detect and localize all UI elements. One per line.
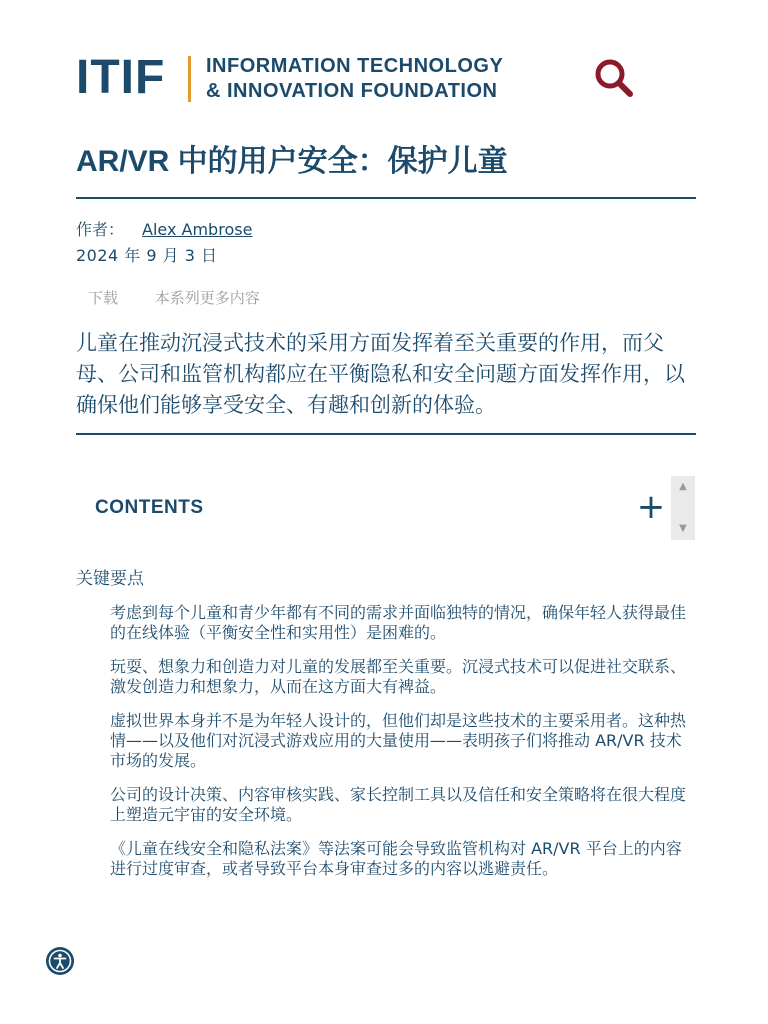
scroll-down-arrow-icon[interactable]: ▼ xyxy=(679,523,687,534)
logo-line-1: INFORMATION TECHNOLOGY xyxy=(206,55,504,77)
list-item: 公司的设计决策、内容审核实践、家长控制工具以及信任和安全策略将在很大程度上塑造元宇宙的安全环境。 xyxy=(110,785,687,824)
logo-itif[interactable]: ITIF xyxy=(76,51,166,104)
key-takeaways-heading: 关键要点 xyxy=(76,569,144,589)
contents-scrollbar[interactable] xyxy=(671,476,695,540)
article-summary: 儿童在推动沉浸式技术的采用方面发挥着至关重要的作用，而父母、公司和监管机构都应在平衡隐私和安全问题方面发挥作用，以确保他们能够享受安全、有趣和创新的体验。 xyxy=(76,331,685,417)
summary-divider xyxy=(76,433,696,435)
byline xyxy=(76,218,252,242)
search-button[interactable] xyxy=(592,56,636,100)
list-item: 玩耍、想象力和创造力对儿童的发展都至关重要。沉浸式技术可以促进社交联系、激发创造力和想象力，从而在这方面大有裨益。 xyxy=(110,657,687,696)
article-title xyxy=(76,140,696,184)
author-link[interactable]: Alex Ambrose xyxy=(142,220,253,239)
title-divider xyxy=(76,197,696,199)
title-text: AR/VR 中的用户安全：保护儿童 xyxy=(76,145,508,178)
logo-line-2: & INNOVATION FOUNDATION xyxy=(206,80,498,102)
site-header xyxy=(76,52,696,106)
list-item: 考虑到每个儿童和青少年都有不同的需求并面临独特的情况，确保年轻人获得最佳的在线体验（平衡安全性和实用性）是困难的。 xyxy=(110,603,687,642)
accessibility-button[interactable] xyxy=(46,947,74,975)
accessibility-icon xyxy=(46,947,74,975)
series-link[interactable]: 本系列更多内容 xyxy=(154,289,260,307)
expand-contents-button[interactable]: + xyxy=(636,487,666,527)
publish-date: 2024 年 9 月 3 日 xyxy=(76,246,218,265)
logo-wordmark[interactable] xyxy=(206,54,503,104)
list-item: 虚拟世界本身并不是为年轻人设计的，但他们却是这些技术的主要采用者。这种热情——以及他们对沉浸式游戏应用的大量使用——表明孩子们将推动 AR/VR 技术市场的发展。 xyxy=(110,711,687,770)
list-item: 《儿童在线安全和隐私法案》等法案可能会导致监管机构对 AR/VR 平台上的内容进行过度审查，或者导致平台本身审查过多的内容以逃避责任。 xyxy=(110,839,682,878)
search-icon xyxy=(592,56,636,100)
download-link[interactable]: 下载 xyxy=(88,289,119,307)
key-takeaways-list xyxy=(110,603,696,893)
article-links xyxy=(88,287,292,309)
contents-label[interactable]: CONTENTS xyxy=(95,497,204,518)
scroll-up-arrow-icon[interactable]: ▲ xyxy=(679,481,687,492)
author-label: 作者： xyxy=(76,220,125,239)
logo-divider xyxy=(188,56,191,102)
